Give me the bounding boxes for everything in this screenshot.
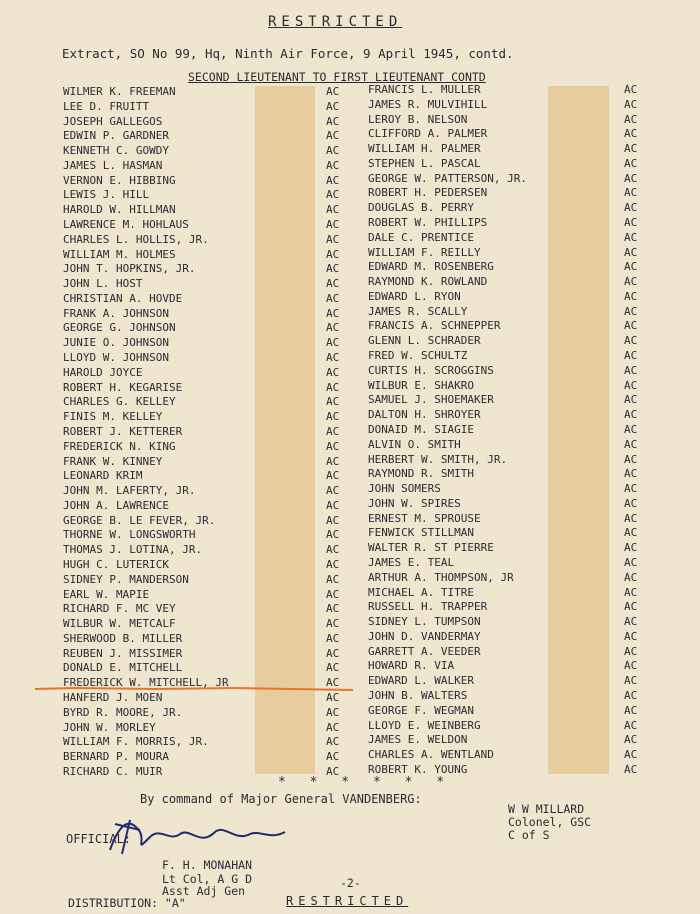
right-branch-code: AC — [624, 437, 638, 451]
right-branch-code: AC — [624, 600, 638, 614]
left-branch-code: AC — [326, 528, 340, 542]
left-branch-code: AC — [326, 262, 340, 276]
page-number: -2- — [340, 876, 361, 890]
left-branch-code: AC — [326, 764, 340, 778]
header-restricted: RESTRICTED — [268, 14, 403, 30]
left-branch-code: AC — [326, 661, 340, 675]
left-officer-name: CHARLES L. HOLLIS, JR. — [63, 232, 209, 246]
left-officer-name: WILLIAM M. HOLMES — [63, 247, 176, 261]
right-branch-code: AC — [624, 97, 638, 111]
right-officer-name: JOHN SOMERS — [368, 482, 441, 496]
right-officer-name: JAMES R. MULVIHILL — [368, 97, 488, 111]
right-officer-name: JAMES R. SCALLY — [368, 304, 468, 318]
left-branch-code: AC — [326, 602, 340, 616]
strike-line — [35, 685, 355, 693]
left-branch-code: AC — [326, 291, 340, 305]
right-branch-code: AC — [624, 112, 638, 126]
right-officer-name: WILBUR E. SHAKRO — [368, 378, 474, 392]
left-officer-name: RICHARD C. MUIR — [63, 764, 163, 778]
signer-rank: Lt Col, A G D — [162, 872, 253, 886]
right-officer-name: SIDNEY L. TUMPSON — [368, 615, 481, 629]
left-branch-code: AC — [326, 144, 340, 158]
right-branch-code: AC — [624, 334, 638, 348]
right-branch-code: AC — [624, 378, 638, 392]
right-branch-code: AC — [624, 496, 638, 510]
left-branch-code: AC — [326, 720, 340, 734]
right-officer-name: JOHN B. WALTERS — [368, 688, 468, 702]
right-officer-name: DONAID M. SIAGIE — [368, 422, 474, 436]
right-officer-name: FRANCIS L. MULLER — [368, 83, 481, 96]
left-officer-name: RICHARD F. MC VEY — [63, 602, 176, 616]
right-officer-name: STEPHEN L. PASCAL — [368, 156, 481, 170]
extract-line: Extract, SO No 99, Hq, Ninth Air Force, 9 April 1945, contd. — [62, 46, 514, 61]
left-officer-name: FRANK A. JOHNSON — [63, 306, 169, 320]
left-branch-code: AC — [326, 321, 340, 335]
signer-name: F. H. MONAHAN — [162, 858, 253, 872]
right-branch-code: AC — [624, 319, 638, 333]
distribution-line: DISTRIBUTION: "A" — [68, 896, 186, 910]
official-label: OFFICIAL: — [66, 832, 132, 846]
right-officer-name: CURTIS H. SCROGGINS — [368, 363, 494, 377]
right-officer-name: ROBERT H. PEDERSEN — [368, 186, 488, 200]
right-officer-name: RUSSELL H. TRAPPER — [368, 600, 488, 614]
left-branch-code: AC — [326, 380, 340, 394]
right-officer-name: DALE C. PRENTICE — [368, 230, 474, 244]
left-branch-code: AC — [326, 676, 340, 690]
right-branch-code: AC — [624, 408, 638, 422]
separator-stars: * * * * * * — [278, 775, 453, 790]
left-officer-name: THORNE W. LONGSWORTH — [63, 528, 196, 542]
left-officer-name: JAMES L. HASMAN — [63, 158, 163, 172]
right-branch-code: AC — [624, 762, 638, 776]
right-branch-code: AC — [624, 304, 638, 318]
left-officer-name: EDWIN P. GARDNER — [63, 129, 169, 143]
left-branch-code: AC — [326, 750, 340, 764]
right-branch-code: AC — [624, 511, 638, 525]
right-branch-code: AC — [624, 733, 638, 747]
left-branch-code: AC — [326, 439, 340, 453]
left-branch-code: AC — [326, 557, 340, 571]
left-branch-code: AC — [326, 469, 340, 483]
left-officer-name: EARL W. MAPIE — [63, 587, 150, 601]
left-branch-code: AC — [326, 617, 340, 631]
left-branch-code: AC — [326, 410, 340, 424]
left-officer-name: LAWRENCE M. HOHLAUS — [63, 218, 189, 232]
left-officer-name: JOHN A. LAWRENCE — [63, 498, 169, 512]
signer-title: Asst Adj Gen — [162, 884, 246, 898]
left-officer-name: CHARLES G. KELLEY — [63, 395, 176, 409]
left-branch-code: AC — [326, 572, 340, 586]
left-officer-name: GEORGE B. LE FEVER, JR. — [63, 513, 216, 527]
left-officer-name: JOHN T. HOPKINS, JR. — [63, 262, 196, 276]
right-officer-name: GEORGE W. PATTERSON, JR. — [368, 171, 527, 185]
left-officer-name: HUGH C. LUTERICK — [63, 557, 169, 571]
commander-title: C of S — [508, 828, 550, 842]
right-officer-name: ALVIN O. SMITH — [368, 437, 461, 451]
right-officer-name: ROBERT W. PHILLIPS — [368, 216, 488, 230]
right-branch-code: AC — [624, 748, 638, 762]
left-branch-code: AC — [326, 543, 340, 557]
right-officer-name: DOUGLAS B. PERRY — [368, 201, 474, 215]
right-officer-name: LLOYD E. WEINBERG — [368, 718, 481, 732]
right-officer-name: RAYMOND K. ROWLAND — [368, 275, 488, 289]
left-officer-name: GEORGE G. JOHNSON — [63, 321, 176, 335]
right-branch-code: AC — [624, 245, 638, 259]
right-officer-name: DALTON H. SHROYER — [368, 408, 481, 422]
handwritten-signature — [100, 812, 300, 862]
left-branch-code: AC — [326, 454, 340, 468]
left-officer-name: THOMAS J. LOTINA, JR. — [63, 543, 203, 557]
right-officer-name: CLIFFORD A. PALMER — [368, 127, 488, 141]
left-branch-code: AC — [326, 498, 340, 512]
left-officer-name: HANFERD J. MOEN — [63, 690, 163, 704]
right-officer-name: FENWICK STILLMAN — [368, 526, 474, 540]
redaction-block-right — [548, 86, 609, 774]
right-branch-code: AC — [624, 422, 638, 436]
left-branch-code: AC — [326, 705, 340, 719]
right-branch-code: AC — [624, 393, 638, 407]
right-officer-name: JOHN D. VANDERMAY — [368, 629, 481, 643]
left-branch-code: AC — [326, 690, 340, 704]
right-officer-name: ERNEST M. SPROUSE — [368, 511, 481, 525]
section-title: SECOND LIEUTENANT TO FIRST LIEUTENANT CONTD — [188, 70, 486, 84]
left-branch-code: AC — [326, 158, 340, 172]
commander-rank: Colonel, GSC — [508, 815, 592, 829]
right-branch-code: AC — [624, 585, 638, 599]
left-branch-code: AC — [326, 203, 340, 217]
left-branch-code: AC — [326, 114, 340, 128]
right-branch-code: AC — [624, 201, 638, 215]
right-branch-code: AC — [624, 629, 638, 643]
left-branch-code: AC — [326, 99, 340, 113]
left-officer-name: ROBERT H. KEGARISE — [63, 380, 183, 394]
left-officer-name: SHERWOOD B. MILLER — [63, 631, 183, 645]
right-officer-name: SAMUEL J. SHOEMAKER — [368, 393, 494, 407]
right-branch-code: AC — [624, 142, 638, 156]
left-officer-name: JUNIE O. JOHNSON — [63, 336, 169, 350]
right-branch-code: AC — [624, 570, 638, 584]
right-branch-code: AC — [624, 688, 638, 702]
commander-name: W W MILLARD — [508, 802, 585, 816]
left-branch-code: AC — [326, 646, 340, 660]
right-officer-name: JOHN W. SPIRES — [368, 496, 461, 510]
right-officer-name: EDWARD M. ROSENBERG — [368, 260, 494, 274]
right-branch-code: AC — [624, 615, 638, 629]
right-branch-code: AC — [624, 83, 638, 96]
left-officer-name: WILMER K. FREEMAN — [63, 85, 176, 98]
left-branch-code: AC — [326, 631, 340, 645]
right-officer-name: HERBERT W. SMITH, JR. — [368, 452, 508, 466]
left-branch-code: AC — [326, 395, 340, 409]
right-officer-name: WILLIAM F. REILLY — [368, 245, 481, 259]
left-branch-code: AC — [326, 351, 340, 365]
left-officer-name: VERNON E. HIBBING — [63, 173, 176, 187]
right-officer-name: FRANCIS A. SCHNEPPER — [368, 319, 501, 333]
left-branch-code: AC — [326, 735, 340, 749]
left-branch-code: AC — [326, 365, 340, 379]
left-branch-code: AC — [326, 306, 340, 320]
left-officer-name: FRANK W. KINNEY — [63, 454, 163, 468]
right-branch-code: AC — [624, 659, 638, 673]
left-officer-name: DONALD E. MITCHELL — [63, 661, 183, 675]
right-branch-code: AC — [624, 452, 638, 466]
left-officer-name: BYRD R. MOORE, JR. — [63, 705, 183, 719]
left-branch-code: AC — [326, 484, 340, 498]
right-branch-code: AC — [624, 349, 638, 363]
right-branch-code: AC — [624, 526, 638, 540]
left-officer-name: HAROLD W. HILLMAN — [63, 203, 176, 217]
left-officer-name: BERNARD P. MOURA — [63, 750, 169, 764]
right-officer-name: GLENN L. SCHRADER — [368, 334, 481, 348]
left-officer-name: LEE D. FRUITT — [63, 99, 150, 113]
right-officer-name: CHARLES A. WENTLAND — [368, 748, 494, 762]
right-officer-name: WILLIAM H. PALMER — [368, 142, 481, 156]
right-officer-name: FRED W. SCHULTZ — [368, 349, 468, 363]
right-officer-name: EDWARD L. WALKER — [368, 674, 474, 688]
right-officer-name: GARRETT A. VEEDER — [368, 644, 481, 658]
left-officer-name: REUBEN J. MISSIMER — [63, 646, 183, 660]
right-officer-name: ROBERT K. YOUNG — [368, 762, 468, 776]
left-officer-name: KENNETH C. GOWDY — [63, 144, 169, 158]
right-officer-name: ARTHUR A. THOMPSON, JR — [368, 570, 514, 584]
left-branch-code: AC — [326, 218, 340, 232]
right-officer-name: GEORGE F. WEGMAN — [368, 703, 474, 717]
right-officer-name: JAMES E. WELDON — [368, 733, 468, 747]
right-branch-code: AC — [624, 216, 638, 230]
left-branch-code: AC — [326, 188, 340, 202]
left-officer-name: JOSEPH GALLEGOS — [63, 114, 163, 128]
left-branch-code: AC — [326, 424, 340, 438]
right-officer-name: WALTER R. ST PIERRE — [368, 541, 494, 555]
right-officer-name: LEROY B. NELSON — [368, 112, 468, 126]
left-officer-name: FINIS M. KELLEY — [63, 410, 163, 424]
left-officer-name: JOHN W. MORLEY — [63, 720, 156, 734]
right-officer-name: HOWARD R. VIA — [368, 659, 455, 673]
left-officer-name: LEONARD KRIM — [63, 469, 143, 483]
right-branch-code: AC — [624, 482, 638, 496]
left-branch-code: AC — [326, 336, 340, 350]
left-officer-name: JOHN L. HOST — [63, 277, 143, 291]
right-branch-code: AC — [624, 674, 638, 688]
right-branch-code: AC — [624, 186, 638, 200]
left-officer-name: FREDERICK W. MITCHELL, JR — [63, 676, 229, 690]
left-branch-code: AC — [326, 85, 340, 98]
left-officer-name: JOHN M. LAFERTY, JR. — [63, 484, 196, 498]
right-branch-code: AC — [624, 644, 638, 658]
left-branch-code: AC — [326, 587, 340, 601]
right-branch-code: AC — [624, 363, 638, 377]
left-officer-name: SIDNEY P. MANDERSON — [63, 572, 189, 586]
right-branch-code: AC — [624, 541, 638, 555]
left-branch-code: AC — [326, 277, 340, 291]
right-officer-name: EDWARD L. RYON — [368, 289, 461, 303]
right-branch-code: AC — [624, 127, 638, 141]
left-branch-code: AC — [326, 232, 340, 246]
left-branch-code: AC — [326, 513, 340, 527]
right-branch-code: AC — [624, 230, 638, 244]
left-branch-code: AC — [326, 247, 340, 261]
left-branch-code: AC — [326, 129, 340, 143]
redaction-block-left — [255, 86, 315, 774]
left-officer-name: ROBERT J. KETTERER — [63, 424, 183, 438]
footer-restricted: RESTRICTED — [286, 894, 409, 908]
left-officer-name: LEWIS J. HILL — [63, 188, 150, 202]
right-branch-code: AC — [624, 260, 638, 274]
right-branch-code: AC — [624, 275, 638, 289]
right-branch-code: AC — [624, 289, 638, 303]
right-officer-name: JAMES E. TEAL — [368, 555, 455, 569]
right-branch-code: AC — [624, 703, 638, 717]
right-officer-name: MICHAEL A. TITRE — [368, 585, 474, 599]
left-officer-name: WILBUR W. METCALF — [63, 617, 176, 631]
left-officer-name: WILLIAM F. MORRIS, JR. — [63, 735, 209, 749]
right-branch-code: AC — [624, 171, 638, 185]
left-officer-name: HAROLD JOYCE — [63, 365, 143, 379]
right-branch-code: AC — [624, 467, 638, 481]
right-branch-code: AC — [624, 718, 638, 732]
left-branch-code: AC — [326, 173, 340, 187]
right-officer-name: RAYMOND R. SMITH — [368, 467, 474, 481]
right-branch-code: AC — [624, 156, 638, 170]
left-officer-name: LLOYD W. JOHNSON — [63, 351, 169, 365]
command-line: By command of Major General VANDENBERG: — [140, 792, 422, 806]
left-officer-name: CHRISTIAN A. HOVDE — [63, 291, 183, 305]
left-officer-name: FREDERICK N. KING — [63, 439, 176, 453]
right-branch-code: AC — [624, 555, 638, 569]
